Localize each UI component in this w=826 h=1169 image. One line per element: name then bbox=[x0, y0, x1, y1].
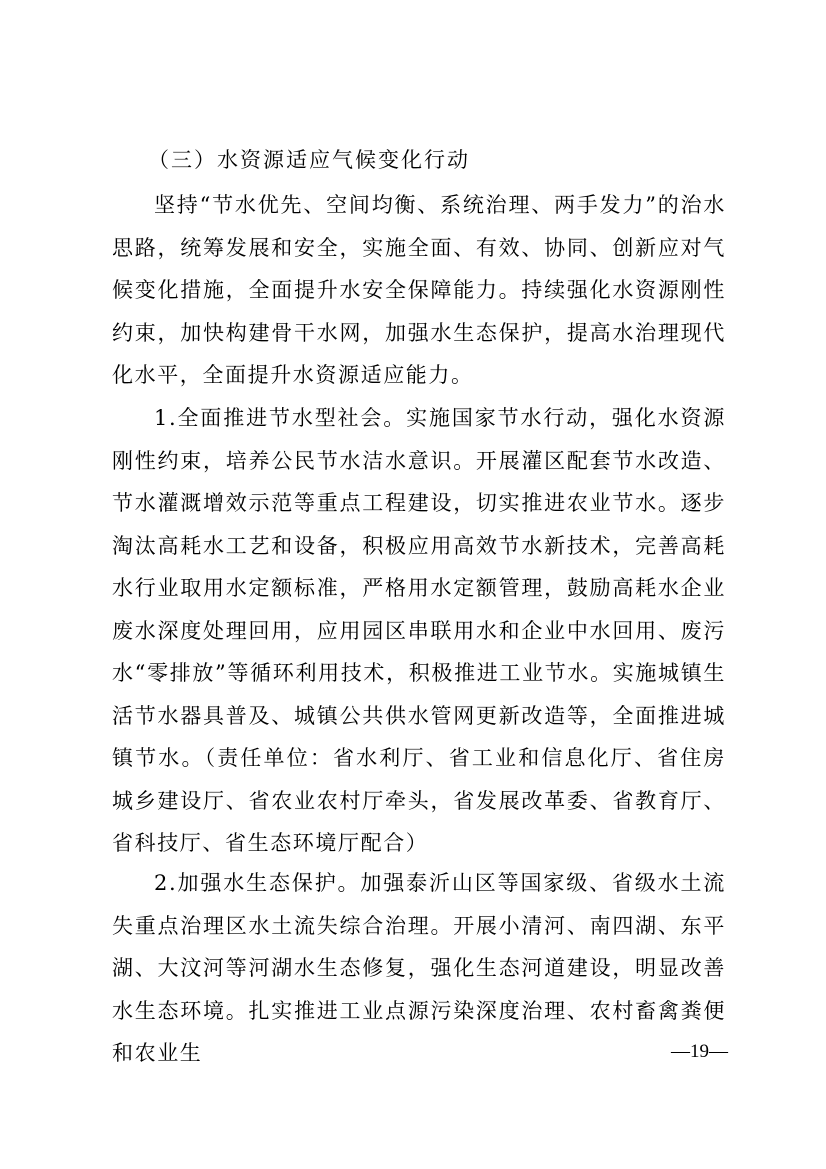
paragraph-water-ecology-protection: 2.加强水生态保护。加强泰沂山区等国家级、省级水土流失重点治理区水土流失综合治理。开展小清河、南四湖、东平湖、大汶河等河湖水生态修复，强化生态河道建设，明显改善水生态环境。扎实推进工业点源污染深度治理、农村畜禽粪便和农业生 bbox=[112, 871, 726, 1066]
page-number: —19— bbox=[671, 1041, 728, 1062]
paragraph-water-saving-society: 1.全面推进节水型社会。实施国家节水行动，强化水资源刚性约束，培养公民节水洁水意识。开展灌区配套节水改造、节水灌溉增效示范等重点工程建设，切实推进农业节水。逐步淘汰高耗水工艺和设备，积极应用高效节水新技术，完善高耗水行业取用水定额标准，严格用水定额管理，鼓励高耗水企业废水深度处理回用，应用园区串联用水和企业中水回用、废污水“零排放”等循环利用技术，积极推进工业节水。实施城镇生活节水器具普及、城镇公共供水管网更新改造等，全面推进城镇节水。（责任单位：省水利厅、省工业和信息化厅、省住房城乡建设厅、省农业农村厅牵头，省发展改革委、省教育厅、省科技厅、省生态环境厅配合） bbox=[112, 406, 726, 856]
paragraph-intro: 坚持“节水优先、空间均衡、系统治理、两手发力”的治水思路，统筹发展和安全，实施全面、有效、协同、创新应对气候变化措施，全面提升水安全保障能力。持续强化水资源刚性约束，加快构建骨干水网，加强水生态保护，提高水治理现代化水平，全面提升水资源适应能力。 bbox=[112, 193, 726, 388]
section-heading: （三）水资源适应气候变化行动 bbox=[148, 148, 470, 172]
